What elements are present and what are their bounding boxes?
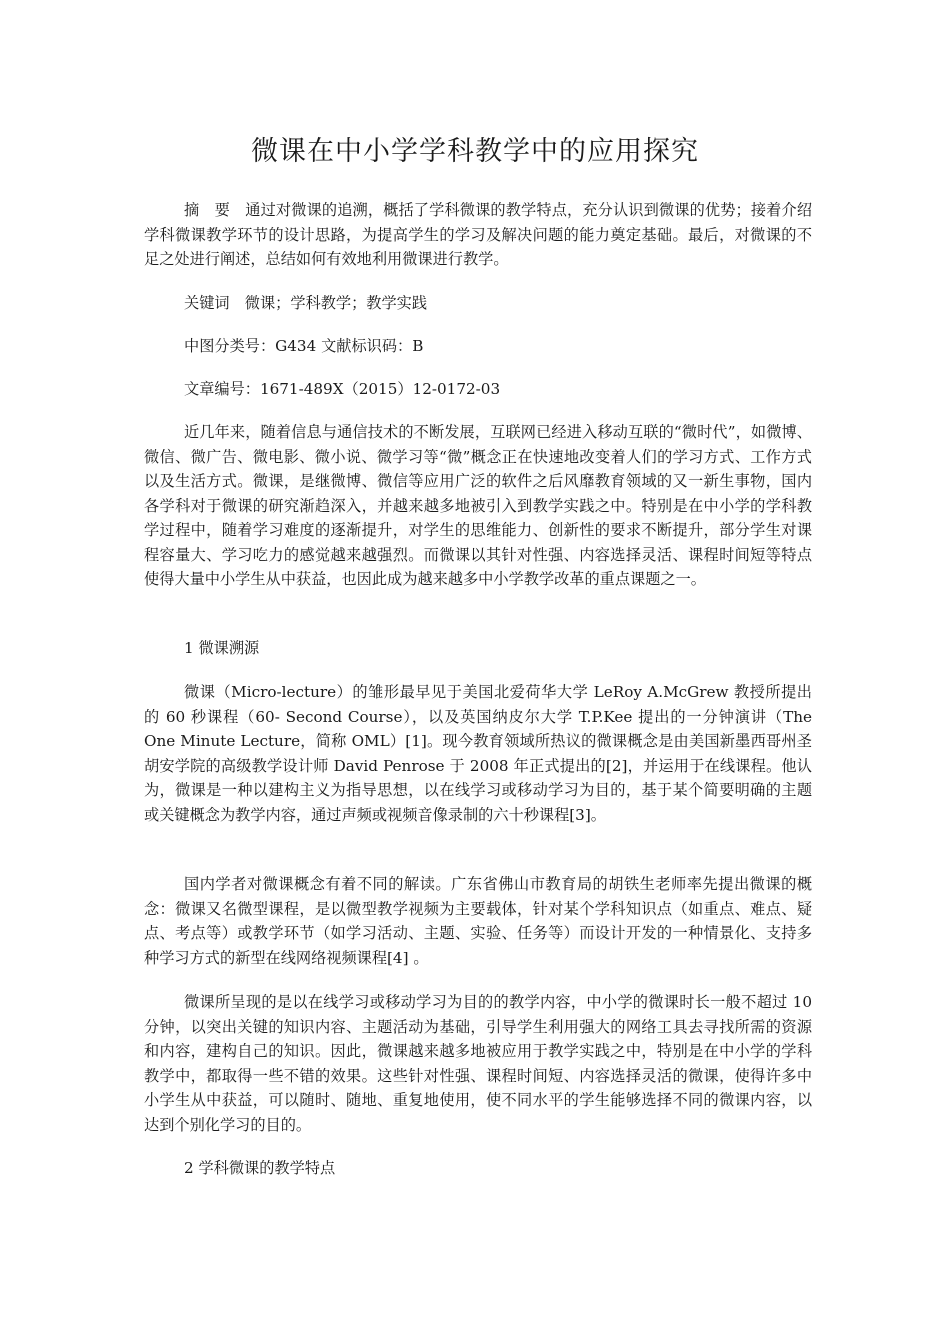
section1-paragraph-2: 国内学者对微课概念有着不同的解读。广东省佛山市教育局的胡铁生老师率先提出微课的概念：微课又名微型课程，是以微型教学视频为主要载体，针对某个学科知识点（如重点、难点、疑点、考点等）或教学环节（如学习活动、主题、实验、任务等）而设计开发的一种情景化、支持多种学习方式的新型在线网络视频课程[4] 。 <box>144 875 812 967</box>
article-number-line: 文章编号：1671-489X（2015）12-0172-03 <box>184 380 501 398</box>
abstract-block <box>144 198 812 272</box>
section1-heading: 1 微课溯源 <box>184 639 260 657</box>
article-title: 微课在中小学学科教学中的应用探究 <box>251 136 699 167</box>
intro-paragraph: 近几年来，随着信息与通信技术的不断发展，互联网已经进入移动互联的“微时代”，如微博、微信、微广告、微电影、微小说、微学习等“微”概念正在快速地改变着人们的学习方式、工作方式以及生活方式。微课，是继微博、微信等应用广泛的软件之后风靡教育领域的又一新生事物，国内各学科对于微课的研究渐趋深入，并越来越多地被引入到教学实践之中。特别是在中小学的学科教学过程中，随着学习难度的逐渐提升，对学生的思维能力、创新性的要求不断提升，部分学生对课程容量大、学习吃力的感觉越来越强烈。而微课以其针对性强、内容选择灵活、课程时间短等特点使得大量中小学生从中获益，也因此成为越来越多中小学教学改革的重点课题之一。 <box>144 423 812 588</box>
section1-p2-block <box>144 872 812 970</box>
section2-heading: 2 学科微课的教学特点 <box>184 1159 336 1177</box>
abstract-paragraph: 摘 要 通过对微课的追溯，概括了学科微课的教学特点，充分认识到微课的优势；接着介绍学科微课教学环节的设计思路，为提高学生的学习及解决问题的能力奠定基础。最后，对微课的不足之处进行阐述，总结如何有效地利用微课进行教学。 <box>144 201 812 268</box>
section1-paragraph-3: 微课所呈现的是以在线学习或移动学习为目的的教学内容，中小学的微课时长一般不超过 10 分钟，以突出关键的知识内容、主题活动为基础，引导学生利用强大的网络工具去寻找所需的资源和内容，建构自己的知识。因此，微课越来越多地被应用于教学实践之中，特别是在中小学的学科教学中，都取得一些不错的效果。这些针对性强、课程时间短、内容选择灵活的微课，使得许多中小学生从中获益，可以随时、随地、重复地使用，使不同水平的学生能够选择不同的微课内容，以达到个别化学习的目的。 <box>144 993 812 1134</box>
section1-paragraph-1: 微课（Micro-lecture）的雏形最早见于美国北爱荷华大学 LeRoy A.McGrew 教授所提出的 60 秒课程（60- Second Course），以及英国纳皮尔大学 T.P.Kee 提出的一分钟演讲（The One Minute Lecture，简称 OML）[1]。现今教育领域所热议的微课概念是由美国新墨西哥州圣胡安学院的高级教学设计师 David Penrose 于 2008 年正式提出的[2]，并运用于在线课程。他认为，微课是一种以建构主义为指导思想，以在线学习或移动学习为目的，基于某个简要明确的主题或关键概念为教学内容，通过声频或视频音像录制的六十秒课程[3]。 <box>144 683 812 824</box>
section1-p3-block <box>144 990 812 1137</box>
section1-p1-block <box>144 680 812 827</box>
keywords-line: 关键词 微课；学科教学；教学实践 <box>184 294 427 312</box>
intro-block <box>144 420 812 592</box>
classification-line: 中图分类号：G434 文献标识码：B <box>184 337 424 355</box>
